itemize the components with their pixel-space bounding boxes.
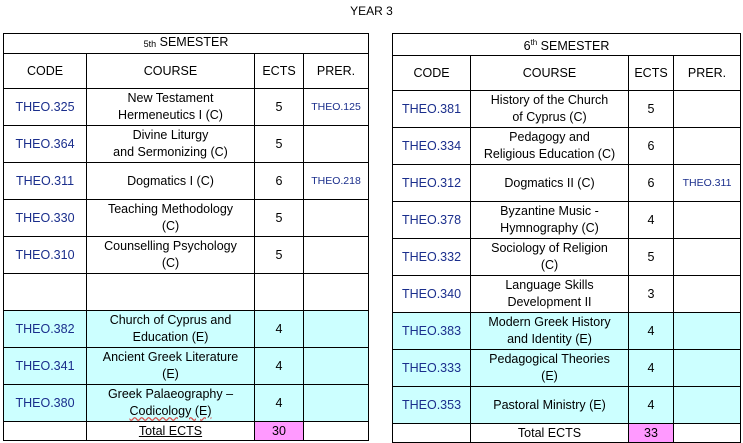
course-ects: 3 xyxy=(629,276,674,313)
course-name xyxy=(471,165,629,202)
course-prerequisite xyxy=(304,385,369,422)
course-code: THEO.325 xyxy=(4,89,87,126)
course-code: THEO.332 xyxy=(393,239,471,276)
course-row xyxy=(393,276,741,313)
course-ects: 4 xyxy=(629,387,674,424)
course-name-line-1: New Testament xyxy=(127,91,214,105)
course-name-line-1: Pedagogical Theories xyxy=(489,352,610,367)
course-name-line-1: Church of Cyprus and xyxy=(109,313,232,327)
course-name-line-1: Dogmatics I (C) xyxy=(127,173,214,188)
course-prerequisite xyxy=(674,387,741,424)
semester-5-title xyxy=(4,34,369,54)
course-row xyxy=(393,387,741,424)
course-ects: 5 xyxy=(629,239,674,276)
course-code: THEO.333 xyxy=(393,350,471,387)
course-name xyxy=(87,126,255,163)
course-prerequisite: THEO.218 xyxy=(304,163,369,200)
semester-6-suffix: th xyxy=(530,38,538,47)
course-prerequisite xyxy=(674,128,741,165)
course-name-line-1: Teaching Methodology xyxy=(107,202,234,216)
course-prerequisite xyxy=(674,313,741,350)
course-name-line-2: Codicology (E) xyxy=(129,404,212,418)
total-ects-label: Total ECTS xyxy=(471,424,629,443)
course-name xyxy=(87,200,255,237)
course-row xyxy=(4,311,369,348)
course-code: THEO.382 xyxy=(4,311,87,348)
course-name xyxy=(87,237,255,274)
course-prerequisite: THEO.311 xyxy=(674,165,741,202)
course-name-line-1: Counselling Psychology xyxy=(104,239,237,253)
course-prerequisite xyxy=(674,202,741,239)
semester-5-suffix: th xyxy=(148,39,157,49)
course-code: THEO.353 xyxy=(393,387,471,424)
semester-6-table xyxy=(392,33,741,443)
course-name xyxy=(87,385,255,422)
course-prerequisite xyxy=(304,126,369,163)
course-name-line-2: Hermeneutics I (C) xyxy=(118,108,223,122)
course-ects: 5 xyxy=(255,126,304,163)
course-prerequisite xyxy=(304,274,369,311)
course-name-line-1: Ancient Greek Literature xyxy=(102,350,239,364)
page-title: YEAR 3 xyxy=(350,4,393,18)
course-code: THEO.378 xyxy=(393,202,471,239)
course-name xyxy=(471,350,629,387)
course-ects: 6 xyxy=(255,163,304,200)
course-name xyxy=(87,274,255,311)
course-ects: 4 xyxy=(255,385,304,422)
course-code: THEO.340 xyxy=(393,276,471,313)
course-ects xyxy=(255,274,304,311)
course-row xyxy=(393,202,741,239)
course-name xyxy=(471,239,629,276)
course-ects: 4 xyxy=(629,202,674,239)
course-row xyxy=(393,239,741,276)
course-code: THEO.330 xyxy=(4,200,87,237)
semester-6-title-text: SEMESTER xyxy=(537,39,610,54)
course-name-line-2: and Sermonizing (C) xyxy=(113,145,228,159)
total-empty-cell xyxy=(674,424,741,443)
course-name-line-2: Education (E) xyxy=(132,330,209,344)
course-ects: 4 xyxy=(629,350,674,387)
course-row xyxy=(4,89,369,126)
course-row xyxy=(393,350,741,387)
course-row xyxy=(4,348,369,385)
total-ects-label xyxy=(87,422,255,441)
semester-5-title-text: SEMESTER xyxy=(156,35,229,49)
course-code: THEO.311 xyxy=(4,163,87,200)
course-ects: 5 xyxy=(255,89,304,126)
col-header-prer: PRER. xyxy=(304,54,369,89)
course-ects: 4 xyxy=(255,311,304,348)
course-row xyxy=(4,237,369,274)
course-row xyxy=(4,163,369,200)
semester-5-table xyxy=(3,33,369,441)
course-name-line-1: Pedagogy and xyxy=(509,130,590,145)
course-name-line-2: Hymnography (C) xyxy=(500,221,599,236)
course-name-line-1: Greek Palaeography – xyxy=(107,387,234,401)
course-row xyxy=(393,128,741,165)
course-name xyxy=(87,348,255,385)
course-name xyxy=(87,89,255,126)
course-name-line-2: (C) xyxy=(161,256,180,270)
course-name-line-1: Modern Greek History xyxy=(488,315,611,330)
course-code: THEO.341 xyxy=(4,348,87,385)
semester-5-number: 5 xyxy=(143,39,149,49)
course-name-line-1: Sociology of Religion xyxy=(491,241,608,256)
course-name-line-2: Religious Education (C) xyxy=(483,147,616,162)
course-row xyxy=(4,385,369,422)
course-ects: 5 xyxy=(255,200,304,237)
course-prerequisite xyxy=(304,348,369,385)
course-row xyxy=(4,274,369,311)
course-ects: 4 xyxy=(629,313,674,350)
course-ects: 5 xyxy=(629,91,674,128)
total-empty-cell xyxy=(4,422,87,441)
semester-6-number: 6 xyxy=(523,39,531,54)
semester-6-title xyxy=(393,34,741,56)
course-name xyxy=(87,163,255,200)
course-code: THEO.381 xyxy=(393,91,471,128)
course-prerequisite: THEO.125 xyxy=(304,89,369,126)
course-name-line-1: Dogmatics II (C) xyxy=(504,175,595,190)
course-code: THEO.380 xyxy=(4,385,87,422)
course-name-line-1: Language Skills xyxy=(505,278,594,293)
course-code: THEO.312 xyxy=(393,165,471,202)
course-name-line-2: (E) xyxy=(541,369,558,384)
course-code: THEO.310 xyxy=(4,237,87,274)
col-header-ects: ECTS xyxy=(629,56,674,91)
col-header-code: CODE xyxy=(4,54,87,89)
course-name xyxy=(471,313,629,350)
course-row xyxy=(393,91,741,128)
total-empty-cell xyxy=(393,424,471,443)
course-ects: 4 xyxy=(255,348,304,385)
course-prerequisite xyxy=(304,311,369,348)
course-prerequisite xyxy=(674,276,741,313)
course-ects: 5 xyxy=(255,237,304,274)
course-name-line-2: of Cyprus (C) xyxy=(512,110,587,125)
col-header-prer: PRER. xyxy=(674,56,741,91)
course-code xyxy=(4,274,87,311)
course-name xyxy=(471,387,629,424)
course-prerequisite xyxy=(674,91,741,128)
course-name xyxy=(471,202,629,239)
course-name-line-1: History of the Church xyxy=(490,93,609,108)
course-row xyxy=(4,126,369,163)
course-name-line-1: Divine Liturgy xyxy=(132,128,209,142)
course-prerequisite xyxy=(304,200,369,237)
course-code: THEO.334 xyxy=(393,128,471,165)
col-header-code: CODE xyxy=(393,56,471,91)
course-row xyxy=(393,165,741,202)
course-name xyxy=(87,311,255,348)
total-ects-value: 33 xyxy=(629,424,674,443)
total-ects-label-text: Total ECTS xyxy=(138,423,203,438)
course-name xyxy=(471,276,629,313)
total-empty-cell xyxy=(304,422,369,441)
course-name-line-2: (E) xyxy=(162,367,179,381)
course-name-line-2: (C) xyxy=(540,258,559,273)
course-row xyxy=(393,313,741,350)
course-name-line-1: Pastoral Ministry (E) xyxy=(493,397,606,412)
course-prerequisite xyxy=(674,239,741,276)
course-name-line-2: and Identity (E) xyxy=(507,332,592,347)
course-prerequisite xyxy=(674,350,741,387)
course-prerequisite xyxy=(304,237,369,274)
course-ects: 6 xyxy=(629,165,674,202)
col-header-ects: ECTS xyxy=(255,54,304,89)
course-row xyxy=(4,200,369,237)
course-ects: 6 xyxy=(629,128,674,165)
course-code: THEO.364 xyxy=(4,126,87,163)
course-code: THEO.383 xyxy=(393,313,471,350)
course-name-line-2: (C) xyxy=(161,219,180,233)
col-header-course: COURSE xyxy=(471,56,629,91)
course-name-line-1: Byzantine Music - xyxy=(500,204,599,219)
course-name xyxy=(471,91,629,128)
course-name xyxy=(471,128,629,165)
total-ects-value: 30 xyxy=(255,422,304,441)
course-name-line-2: Development II xyxy=(507,295,592,310)
col-header-course: COURSE xyxy=(87,54,255,89)
